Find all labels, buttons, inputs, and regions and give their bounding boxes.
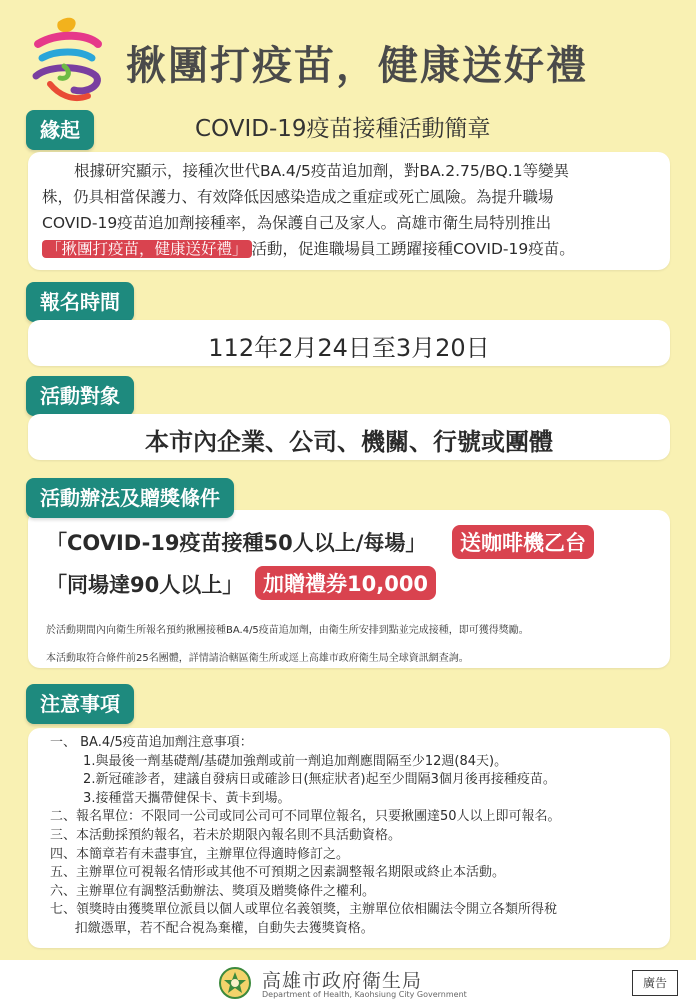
notes-card	[28, 728, 670, 948]
prize-voucher-badge: 加贈禮券10,000	[255, 566, 436, 600]
advertisement-badge: 廣告	[632, 970, 678, 996]
registration-period-text: 112年2月24日至3月20日	[208, 334, 490, 362]
campaign-name-highlight: 「揪團打疫苗，健康送好禮」	[42, 240, 252, 258]
kaohsiung-city-logo-icon	[28, 14, 106, 106]
section-tab-origin: 緣起	[26, 110, 94, 150]
rule-90-people: 「同場達90人以上」	[46, 573, 244, 597]
list-item: 六、主辦單位有調整活動辦法、獎項及贈獎條件之權利。	[50, 883, 376, 899]
intro-line: 根據研究顯示，接種次世代BA.4/5疫苗追加劑，對BA.2.75/BQ.1等變異	[74, 162, 570, 180]
list-item: 五、主辦單位可視報名情形或其他不可預期之因素調整報名期限或終止本活動。	[50, 865, 506, 881]
prize-coffee-machine-badge: 送咖啡機乙台	[452, 525, 594, 559]
brochure-subtitle: COVID-19疫苗接種活動簡章	[195, 116, 491, 142]
list-item: 2.新冠確診者，建議自發病日或確診日(無症狀者)起至少間隔3個月後再接種疫苗。	[50, 772, 556, 788]
section-tab-method-prizes: 活動辦法及贈獎條件	[26, 478, 234, 518]
notes-list	[50, 734, 662, 939]
method-note: 於活動期間內向衛生所報名預約揪團接種BA.4/5疫苗追加劑，由衛生所安排到點並完成接種，即可獲得獎勵。	[46, 625, 529, 636]
intro-line: 株，仍具相當保護力、有效降低因感染造成之重症或死亡風險。為提升職場	[42, 188, 554, 206]
target-text: 本市內企業、公司、機關、行號或團體	[145, 428, 553, 456]
target-card	[28, 414, 670, 460]
list-item: 七、領獎時由獲獎單位派員以個人或單位名義領獎，主辦單位依相關法令開立各類所得稅	[50, 902, 558, 918]
registration-period-card	[28, 320, 670, 366]
list-item: 二、報名單位：不限同一公司或同公司可不同單位報名，只要揪團達50人以上即可報名。	[50, 809, 561, 825]
list-item: 四、本簡章若有未盡事宜，主辦單位得適時修訂之。	[50, 846, 350, 862]
organization-name-english: Department of Health, Kaohsiung City Government	[262, 990, 467, 999]
section-tab-registration-period: 報名時間	[26, 282, 134, 322]
list-item: 扣繳憑單，若不配合視為棄權，自動失去獲獎資格。	[50, 920, 374, 936]
list-item: 三、本活動採預約報名，若未於期限內報名則不具活動資格。	[50, 827, 402, 843]
list-item: 3.接種當天攜帶健保卡、黃卡到場。	[50, 790, 291, 806]
organization-name: 高雄市政府衛生局	[262, 970, 423, 992]
page-title: 揪團打疫苗，健康送好禮	[126, 43, 588, 89]
method-note: 本活動取符合條件前25名團體，詳情請洽轄區衛生所或逕上高雄市政府衛生局全球資訊網查詢。	[46, 653, 469, 664]
health-department-emblem-icon	[218, 966, 252, 1000]
section-tab-target: 活動對象	[26, 376, 134, 416]
rule-50-people: 「COVID-19疫苗接種50人以上/每場」	[46, 531, 427, 555]
intro-line: COVID-19疫苗追加劑接種率，為保護自己及家人。高雄市衛生局特別推出	[42, 214, 552, 232]
list-item: 1.與最後一劑基礎劑/基礎加強劑或前一劑追加劑應間隔至少12週(84天)。	[50, 753, 508, 769]
list-item: 一、 BA.4/5疫苗追加劑注意事項：	[50, 735, 253, 750]
section-tab-notes: 注意事項	[26, 684, 134, 724]
intro-card	[28, 152, 670, 270]
intro-line-rest: 活動，促進職場員工踴躍接種COVID-19疫苗。	[251, 240, 575, 258]
intro-line	[42, 236, 660, 262]
